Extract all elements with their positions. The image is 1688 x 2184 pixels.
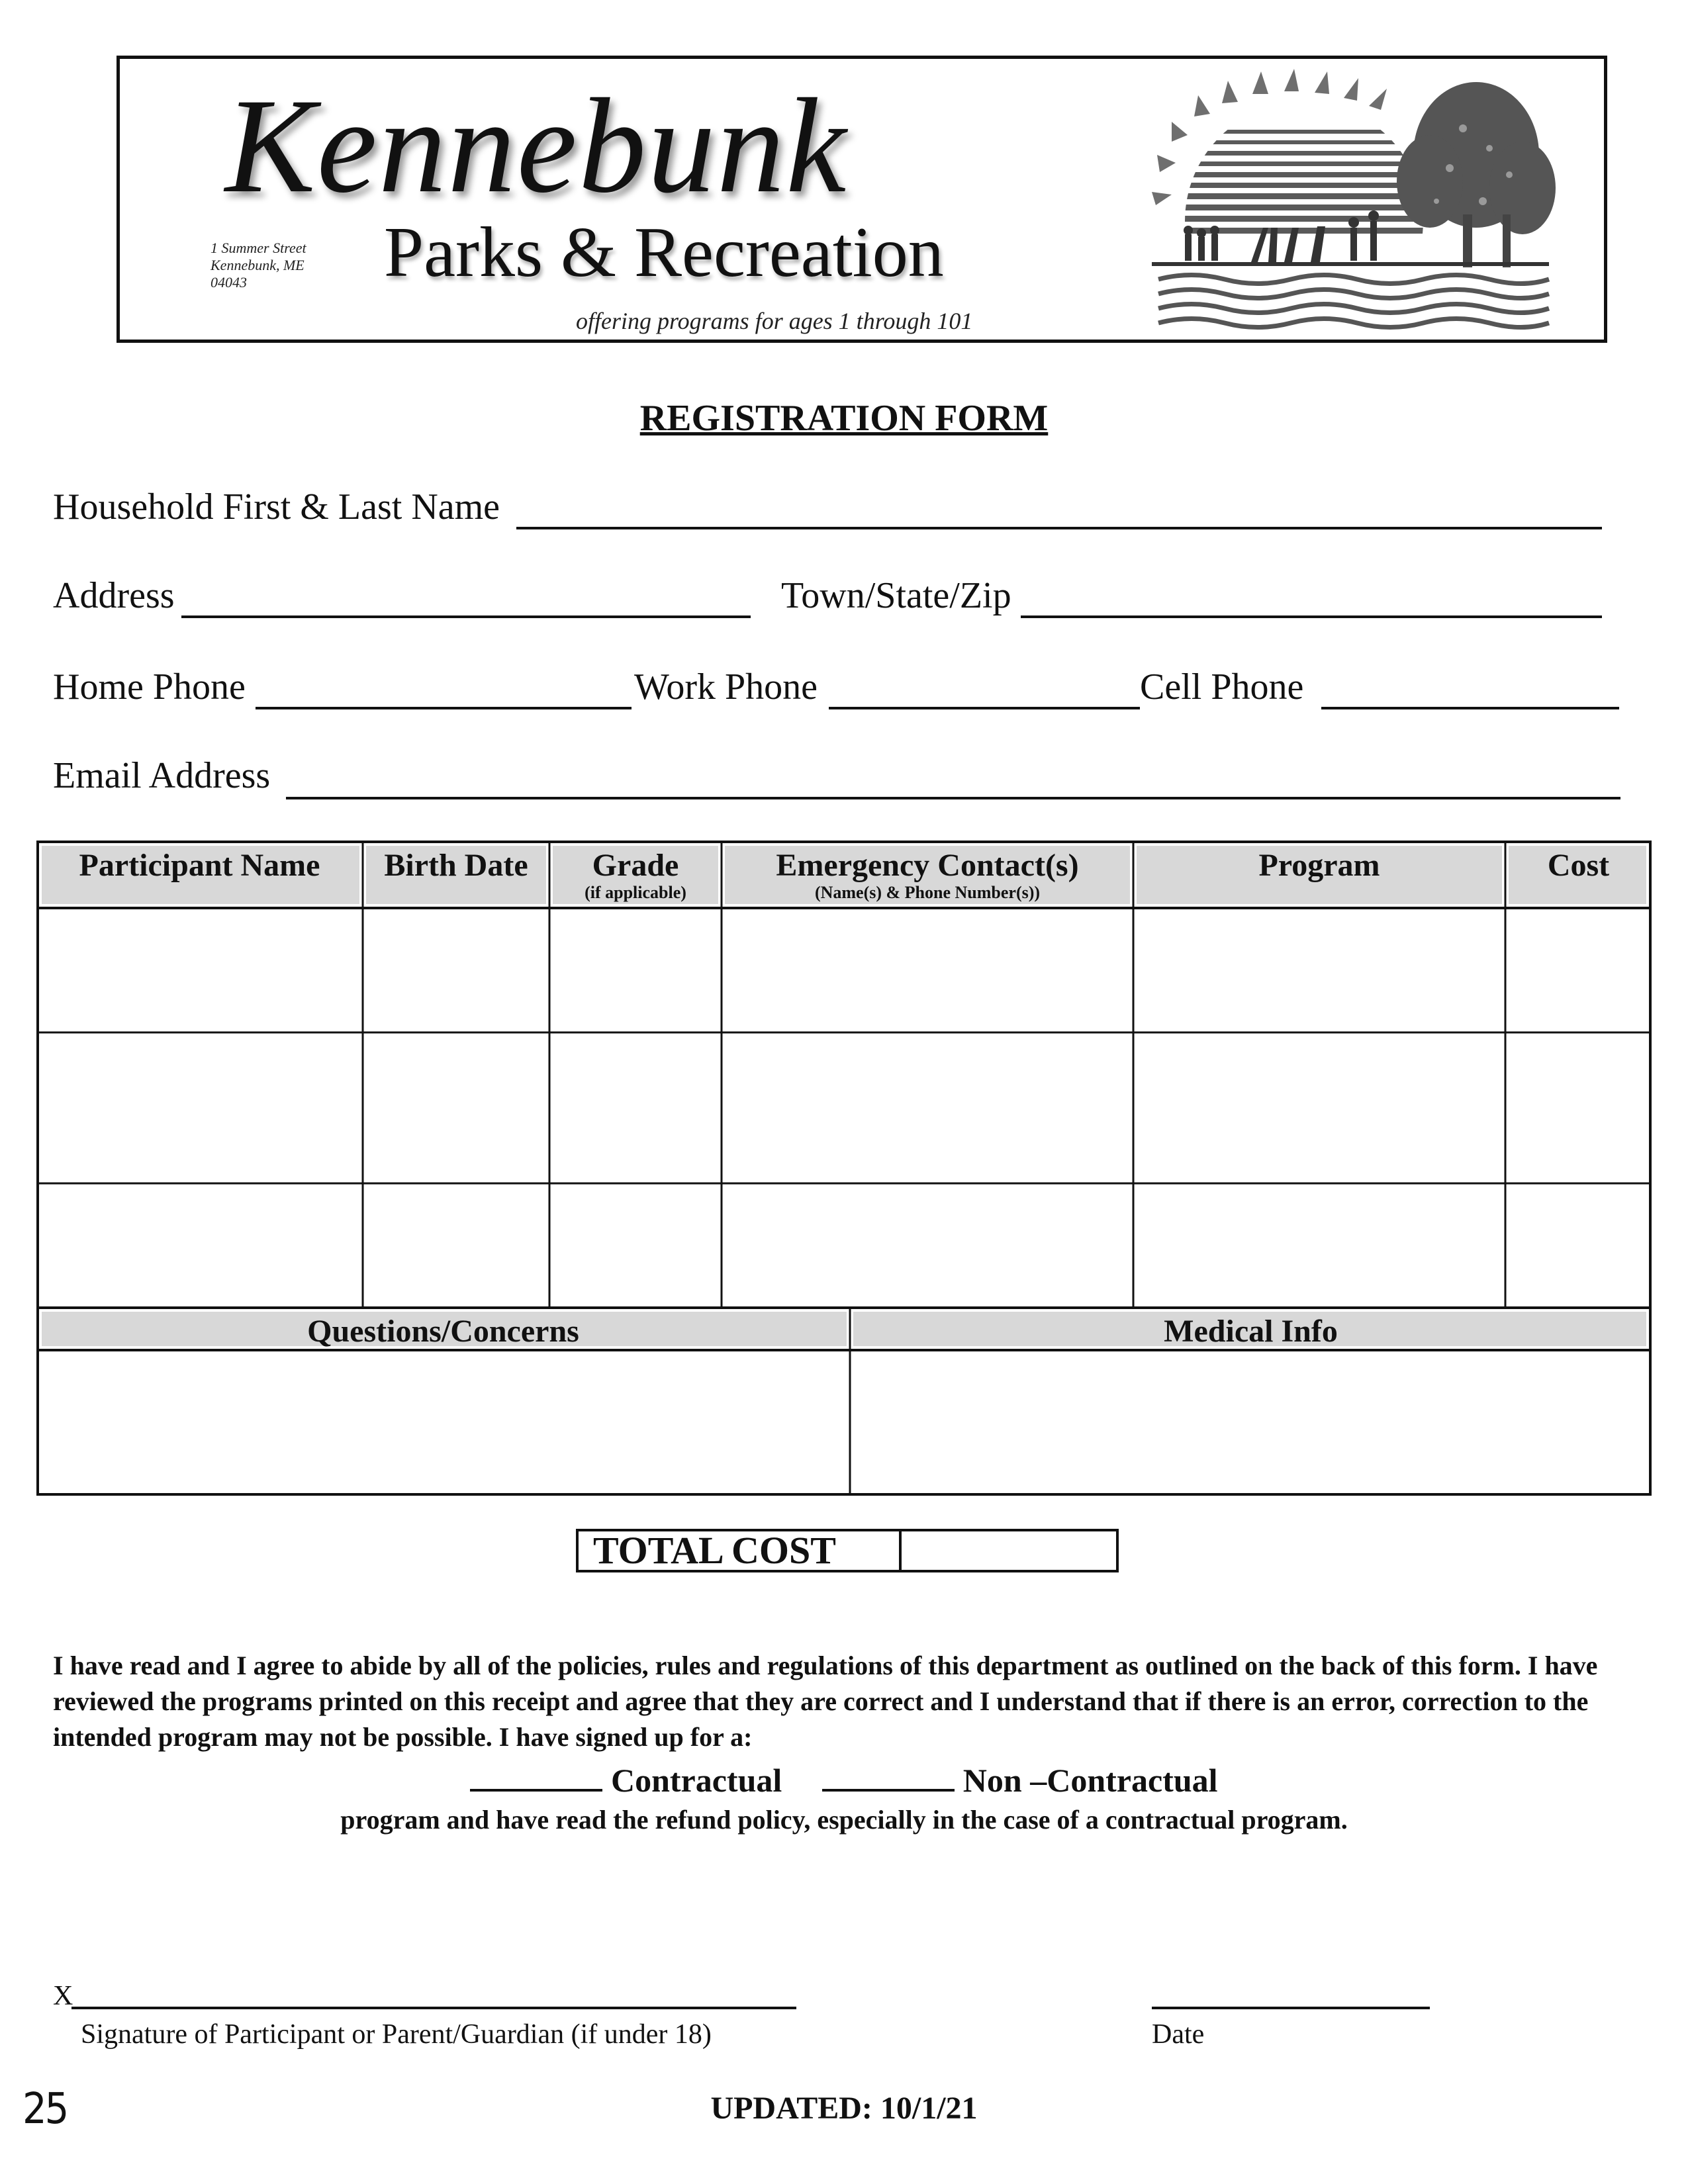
address-line-3: 04043	[211, 274, 247, 291]
town-state-zip-field[interactable]	[1021, 615, 1602, 618]
col-header-cost: Cost	[1547, 848, 1610, 883]
agreement-text: I have read and I agree to abide by all of the policies, rules and regulations of this department as outlined on the back of this form. I have reviewed the programs printed on this receipt and agree that they are correct and I understand that if there is an error, correction to the intended program may not be possible. I have signed up for a:	[53, 1651, 1598, 1752]
parks-logo-icon	[1152, 69, 1562, 334]
col-header-emergency-contact: Emergency Contact(s)	[776, 848, 1079, 883]
non-contractual-label: Non –Contractual	[962, 1762, 1218, 1799]
logo-title: Kennebunk	[225, 71, 848, 221]
col-header-grade: Grade	[592, 848, 679, 883]
program-type-options	[0, 1764, 1688, 1797]
table-row[interactable]	[36, 1032, 1652, 1183]
table-row[interactable]	[36, 1183, 1652, 1308]
col-header-program: Program	[1258, 848, 1380, 883]
signature-caption: Signature of Participant or Parent/Guardian (if under 18)	[81, 2019, 712, 2050]
table-row[interactable]	[36, 908, 1652, 1032]
logo-subtitle: Parks & Recreation	[384, 213, 944, 292]
col-header-participant-name: Participant Name	[79, 848, 320, 883]
address-line-1: 1 Summer Street	[211, 240, 306, 256]
work-phone-field[interactable]	[829, 707, 1140, 709]
work-phone-label: Work Phone	[634, 666, 818, 707]
cell-phone-label: Cell Phone	[1140, 666, 1304, 707]
contractual-blank[interactable]	[470, 1789, 602, 1792]
home-phone-field[interactable]	[256, 707, 632, 709]
home-phone-label: Home Phone	[53, 666, 246, 707]
updated-date: UPDATED: 10/1/21	[710, 2091, 978, 2126]
address-label: Address	[53, 575, 175, 616]
non-contractual-blank[interactable]	[822, 1789, 955, 1792]
form-title: REGISTRATION FORM	[639, 398, 1049, 439]
address-field[interactable]	[181, 615, 751, 618]
address-line-2: Kennebunk, ME	[211, 257, 305, 273]
questions-concerns-field[interactable]	[36, 1350, 850, 1496]
household-name-field[interactable]	[516, 527, 1602, 529]
col-subheader-grade: (if applicable)	[585, 883, 686, 902]
cell-phone-field[interactable]	[1321, 707, 1619, 709]
total-cost-label: TOTAL COST	[593, 1529, 836, 1572]
medical-info-header: Medical Info	[1164, 1314, 1338, 1349]
signature-field[interactable]	[71, 2007, 796, 2009]
signature-x-mark: X	[53, 1981, 73, 2011]
department-address	[211, 240, 306, 291]
page-number: 25	[23, 2085, 68, 2134]
email-label: Email Address	[53, 755, 271, 796]
total-cost-field[interactable]	[902, 1531, 1116, 1570]
col-header-birth-date: Birth Date	[384, 848, 528, 883]
town-state-zip-label: Town/State/Zip	[781, 575, 1011, 616]
tagline: offering programs for ages 1 through 101	[576, 308, 973, 334]
registration-table	[36, 841, 1652, 1496]
date-field[interactable]	[1152, 2007, 1430, 2009]
questions-concerns-header: Questions/Concerns	[307, 1314, 579, 1349]
medical-info-field[interactable]	[850, 1350, 1652, 1496]
col-subheader-emergency-contact: (Name(s) & Phone Number(s))	[814, 883, 1041, 902]
contractual-label: Contractual	[610, 1762, 782, 1799]
email-field[interactable]	[286, 797, 1620, 799]
household-name-label: Household First & Last Name	[53, 486, 500, 527]
date-caption: Date	[1152, 2019, 1205, 2050]
refund-policy-text: program and have read the refund policy, especially in the case of a contractual program.	[340, 1805, 1348, 1835]
